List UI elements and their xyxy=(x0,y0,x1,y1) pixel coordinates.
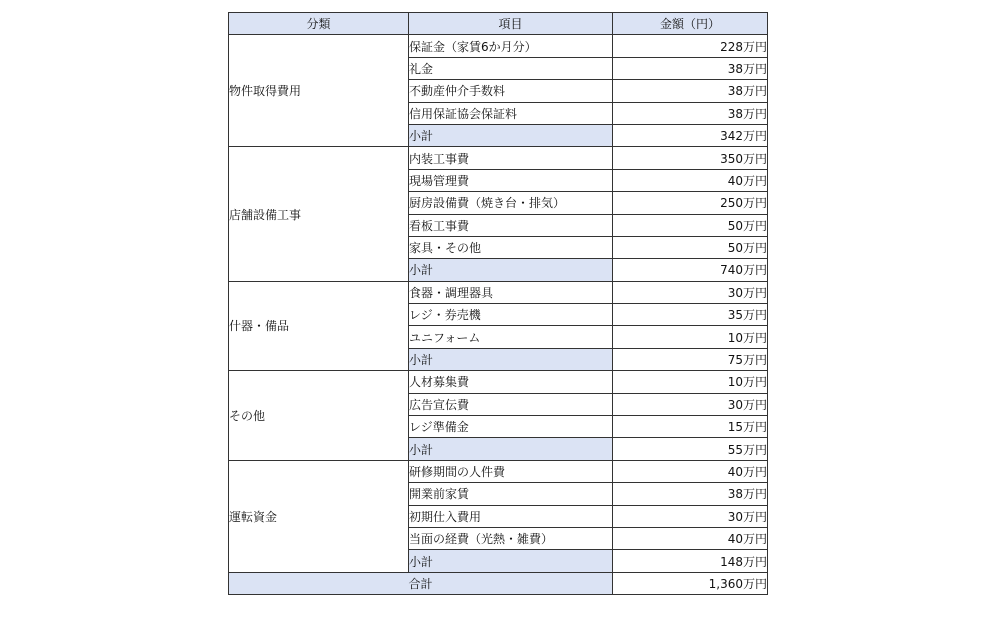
item-cell: 不動産仲介手数料 xyxy=(409,80,613,102)
subtotal-label: 小計 xyxy=(409,348,613,370)
category-cell: 運転資金 xyxy=(229,460,409,572)
item-cell: ユニフォーム xyxy=(409,326,613,348)
total-amount: 1,360万円 xyxy=(613,572,768,594)
amount-cell: 228万円 xyxy=(613,35,768,57)
item-cell: 看板工事費 xyxy=(409,214,613,236)
item-cell: レジ準備金 xyxy=(409,416,613,438)
table-row xyxy=(229,281,768,303)
amount-cell: 38万円 xyxy=(613,57,768,79)
category-cell: 物件取得費用 xyxy=(229,35,409,147)
table-row xyxy=(229,371,768,393)
item-cell: 家具・その他 xyxy=(409,236,613,258)
amount-cell: 40万円 xyxy=(613,460,768,482)
amount-cell: 250万円 xyxy=(613,192,768,214)
table-row xyxy=(229,35,768,57)
amount-cell: 50万円 xyxy=(613,214,768,236)
amount-cell: 30万円 xyxy=(613,281,768,303)
total-label: 合計 xyxy=(229,572,613,594)
category-cell: その他 xyxy=(229,371,409,461)
item-cell: 厨房設備費（焼き台・排気） xyxy=(409,192,613,214)
amount-cell: 38万円 xyxy=(613,80,768,102)
table-body xyxy=(229,35,768,595)
subtotal-label: 小計 xyxy=(409,259,613,281)
amount-cell: 15万円 xyxy=(613,416,768,438)
subtotal-label: 小計 xyxy=(409,124,613,146)
item-cell: 研修期間の人件費 xyxy=(409,460,613,482)
header-row xyxy=(229,13,768,35)
total-row xyxy=(229,572,768,594)
item-cell: 広告宣伝費 xyxy=(409,393,613,415)
table-row xyxy=(229,147,768,169)
amount-cell: 10万円 xyxy=(613,326,768,348)
amount-cell: 38万円 xyxy=(613,483,768,505)
subtotal-label: 小計 xyxy=(409,550,613,572)
item-cell: 初期仕入費用 xyxy=(409,505,613,527)
item-cell: レジ・券売機 xyxy=(409,304,613,326)
item-cell: 当面の経費（光熱・雑費） xyxy=(409,527,613,549)
item-cell: 保証金（家賃6か月分） xyxy=(409,35,613,57)
item-cell: 現場管理費 xyxy=(409,169,613,191)
amount-cell: 30万円 xyxy=(613,393,768,415)
amount-cell: 35万円 xyxy=(613,304,768,326)
amount-cell: 40万円 xyxy=(613,169,768,191)
item-cell: 礼金 xyxy=(409,57,613,79)
amount-cell: 50万円 xyxy=(613,236,768,258)
item-cell: 食器・調理器具 xyxy=(409,281,613,303)
item-cell: 信用保証協会保証料 xyxy=(409,102,613,124)
subtotal-label: 小計 xyxy=(409,438,613,460)
item-cell: 開業前家賃 xyxy=(409,483,613,505)
subtotal-amount: 75万円 xyxy=(613,348,768,370)
subtotal-amount: 55万円 xyxy=(613,438,768,460)
subtotal-amount: 740万円 xyxy=(613,259,768,281)
amount-cell: 38万円 xyxy=(613,102,768,124)
subtotal-amount: 342万円 xyxy=(613,124,768,146)
subtotal-amount: 148万円 xyxy=(613,550,768,572)
header-amount: 金額（円） xyxy=(613,13,768,35)
category-cell: 什器・備品 xyxy=(229,281,409,371)
header-item: 項目 xyxy=(409,13,613,35)
cost-table xyxy=(228,12,768,595)
item-cell: 人材募集費 xyxy=(409,371,613,393)
header-category: 分類 xyxy=(229,13,409,35)
category-cell: 店舗設備工事 xyxy=(229,147,409,281)
item-cell: 内装工事費 xyxy=(409,147,613,169)
amount-cell: 10万円 xyxy=(613,371,768,393)
table-row xyxy=(229,460,768,482)
amount-cell: 350万円 xyxy=(613,147,768,169)
amount-cell: 30万円 xyxy=(613,505,768,527)
amount-cell: 40万円 xyxy=(613,527,768,549)
